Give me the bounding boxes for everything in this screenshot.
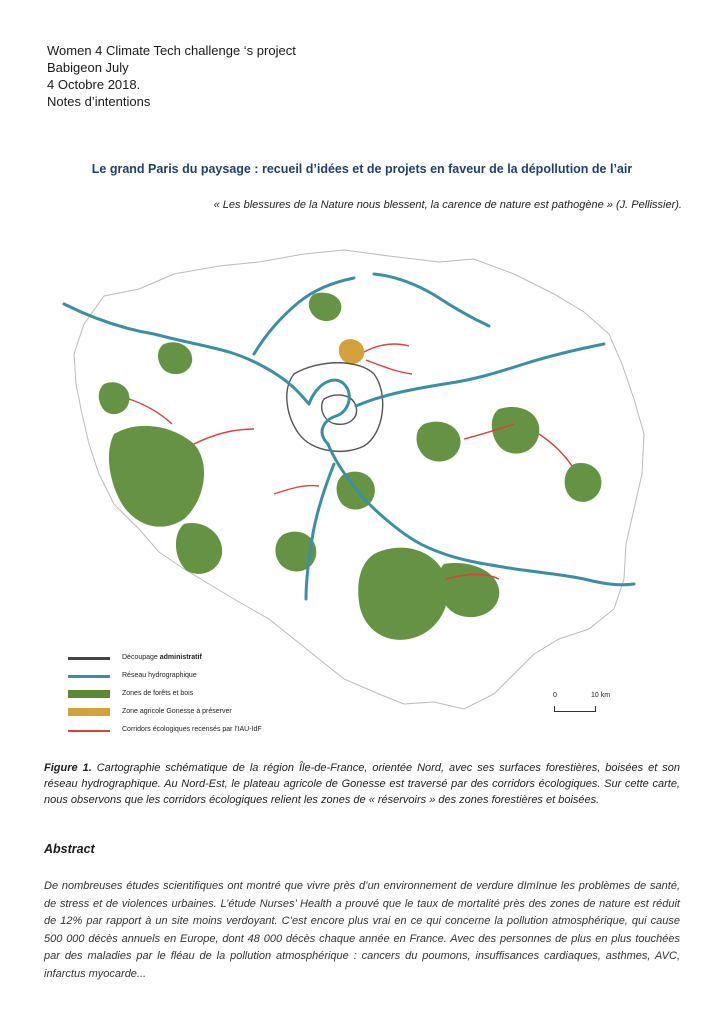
legend-swatch-corridor [68,730,110,732]
legend-label-bold: administratif [159,654,202,661]
scale-zero-label: 0 [553,692,557,699]
header-line-notes: Notes d’intentions [47,94,151,109]
header-line-date: 4 Octobre 2018. [47,77,141,92]
header-line-author: Babigeon July [47,60,129,75]
figure-caption [44,760,680,808]
scale-bar-line [554,706,596,712]
header-line-project: Women 4 Climate Tech challenge ‘s project [47,43,296,58]
legend-label: Découpage [122,654,160,661]
document-header [47,42,296,110]
legend-label: Corridors écologiques recensés par l’IAU-IdF [122,726,262,733]
legend-label: Zones de forêts et bois [122,690,194,697]
abstract-body: De nombreuses études scientifiques ont montré que vivre près d’un environnement de verdure dImInue les problèmes de santé, de stress et de violences urbaines. L’étude Nurses’ Health a prouvé que le taux de mortalité près des zones de nature est réduit de 12% par rapport à un site moins verdoyant. C’est encore plus vrai en ce qui concerne la pollution atmosphérique, qui cause 500 000 décès annuels en Europe, dont 48 000 décès chaque année en France. Avec des personnes de plus en plus touchées par des maladies par le fléau de la pollution atmosphérique : cancers du poumons, insuffisances cardiaques, asthmes, AVC, infarctus myocarde... [44,880,680,980]
legend-label: Réseau hydrographique [122,672,197,679]
scale-distance-label: 10 km [591,692,611,699]
legend-swatch-gonesse [68,708,110,716]
figure-label: Figure 1. [44,762,92,774]
legend-swatch-forest [68,690,110,698]
legend-swatch-water [68,675,110,678]
epigraph-quote: « Les blessures de la Nature nous blessent, la carence de nature est pathogène » (J. Pellissier). [213,199,682,211]
legend-swatch-admin [68,657,110,660]
abstract-heading: Abstract [44,842,95,856]
map-scale-bar [553,692,611,716]
figure-caption-text: Cartographie schématique de la région Île-de-France, orientée Nord, avec ses surfaces forestières, boisées et son réseau hydrographique. Au Nord-Est, le plateau agricole de Gonesse est traversé par des corridors écologiques. Sur cette carte, nous observons que les corridors écologiques relient les zones de « réservoirs » des zones forestières et boisées. [44,762,680,806]
document-title: Le grand Paris du paysage : recueil d’idées et de projets en faveur de la dépollution de l’air [91,162,633,176]
legend-label: Zone agricole Gonesse à préserver [122,708,232,715]
